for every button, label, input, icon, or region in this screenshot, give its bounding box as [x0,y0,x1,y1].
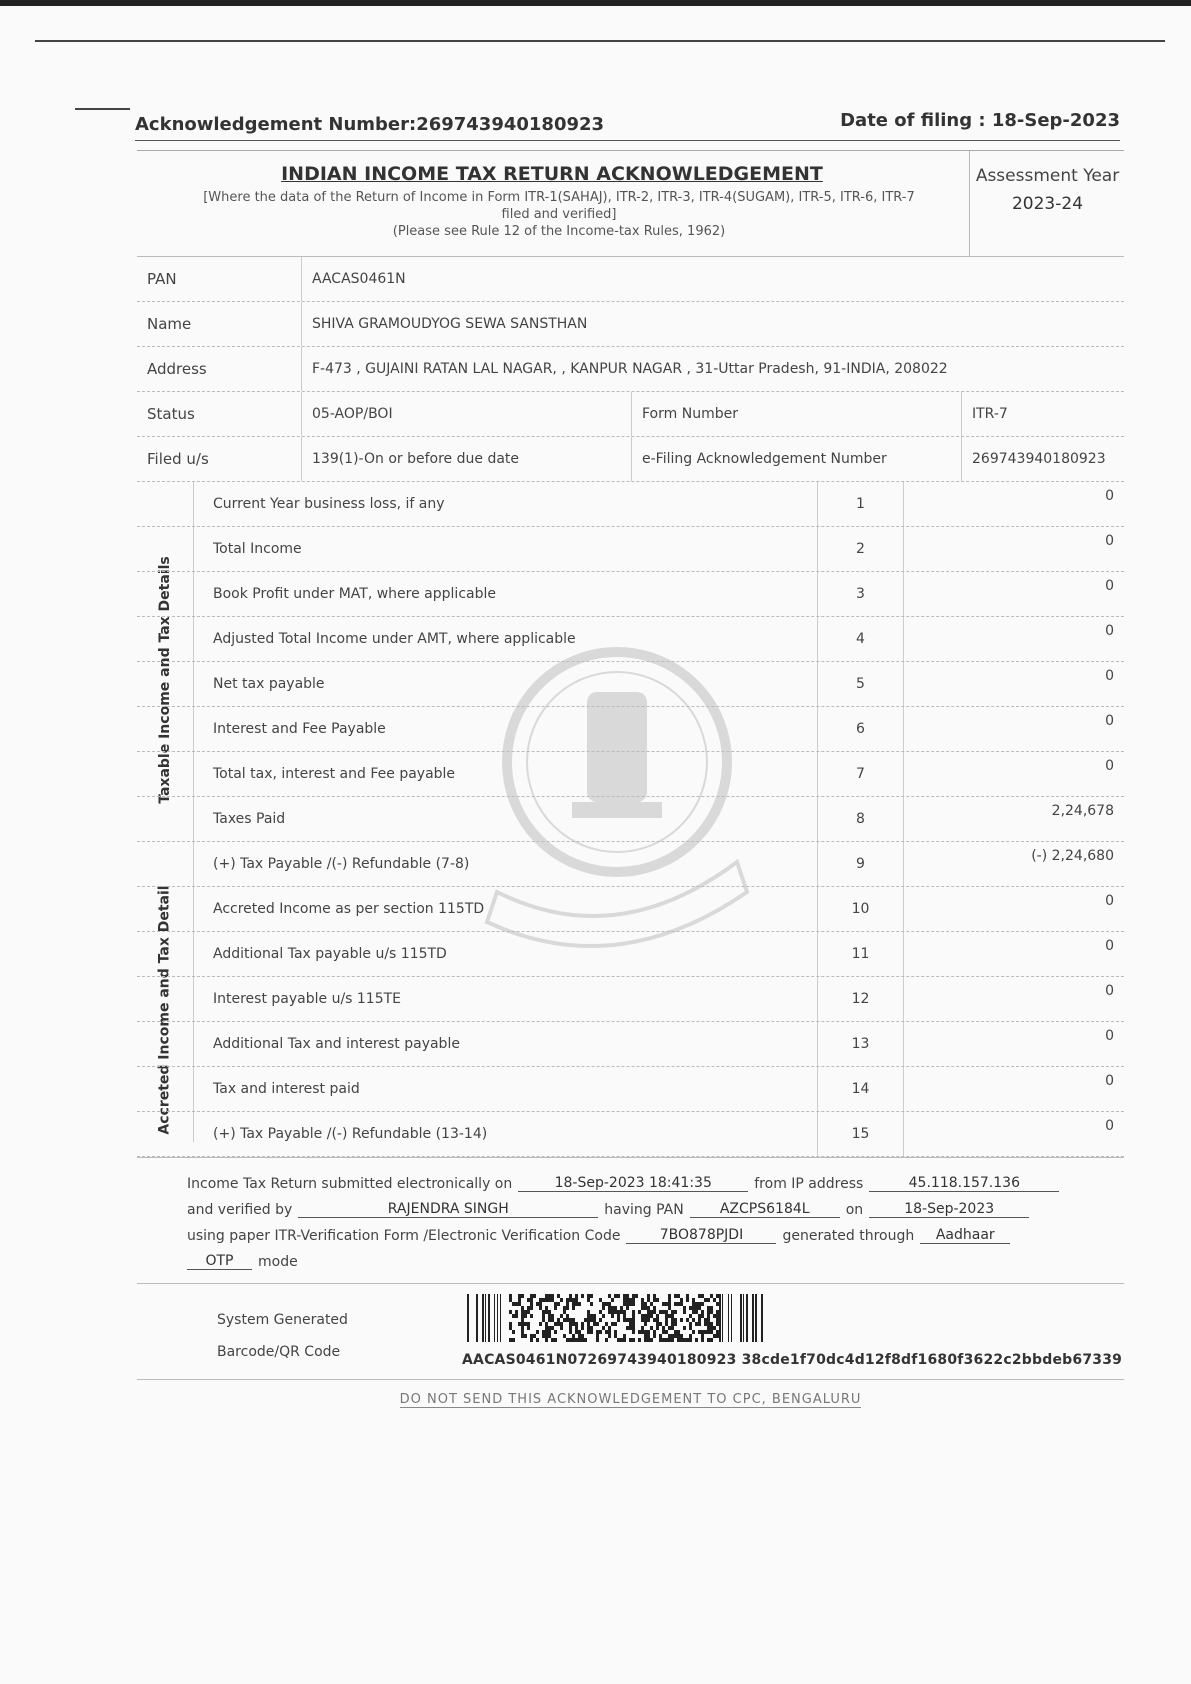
submitted-datetime: 18-Sep-2023 18:41:35 [518,1175,748,1192]
taxable-rows [137,482,1124,887]
verification-block [137,1158,1124,1284]
tax-row [137,887,1124,932]
tax-row [137,572,1124,617]
scan-line [35,40,1165,42]
tax-row-value: 0 [1105,623,1114,639]
tax-row [137,482,1124,527]
acknowledgement-number: Acknowledgement Number:269743940180923 [135,114,605,135]
status-row [137,392,1124,437]
tax-row-number: 7 [817,752,904,796]
form-number-label: Form Number [632,392,962,436]
tax-row-value: 0 [1105,533,1114,549]
tax-row-value: 0 [1105,578,1114,594]
tax-row-number: 13 [817,1022,904,1066]
tax-row-description: (+) Tax Payable /(-) Refundable (7-8) [213,856,470,872]
tax-row [137,617,1124,662]
tax-row-description: Book Profit under MAT, where applicable [213,586,496,602]
tax-row [137,977,1124,1022]
verifier-pan: AZCPS6184L [690,1201,840,1218]
efiling-ack-label: e-Filing Acknowledgement Number [632,437,962,481]
tax-row-number: 4 [817,617,904,661]
tax-row-value: (-) 2,24,680 [1031,848,1114,864]
assessment-year-value: 2023-24 [1011,194,1084,214]
tax-row-description: Additional Tax and interest payable [213,1036,460,1052]
tax-row-number: 9 [817,842,904,886]
status-value: 05-AOP/BOI [302,392,632,436]
tax-row-number: 14 [817,1067,904,1111]
status-label: Status [137,392,302,436]
tax-row-description: Total Income [213,541,302,557]
name-row [137,302,1124,347]
tax-row-number: 10 [817,887,904,931]
verification-line-3: using paper ITR-Verification Form /Electronic Verification Code 7BO878PJDI generated through Aadhaar [187,1222,1117,1244]
tax-row-description: Tax and interest paid [213,1081,360,1097]
tax-row [137,932,1124,977]
tax-row [137,752,1124,797]
barcode-icon [467,1294,767,1342]
tax-details-block [137,482,1124,1158]
generated-through: Aadhaar [920,1227,1010,1244]
acknowledgement-form [137,150,1124,1428]
tax-row [137,527,1124,572]
accreted-rows [137,887,1124,1157]
footer-note: DO NOT SEND THIS ACKNOWLEDGEMENT TO CPC, BENGALURU [399,1392,862,1407]
tax-row-description: Adjusted Total Income under AMT, where applicable [213,631,576,647]
scan-mark [75,108,130,110]
form-number-value: ITR-7 [972,406,1008,422]
barcode-hash: AACAS0461N07269743940180923 38cde1f70dc4d12f8df1680f3622c2bbdeb67339 [462,1352,1123,1368]
tax-row-number: 5 [817,662,904,706]
address-row [137,347,1124,392]
tax-row-value: 0 [1105,1118,1114,1134]
filed-us-label: Filed u/s [137,437,302,481]
address-label: Address [137,347,302,391]
tax-row-number: 1 [817,482,904,526]
tax-row-description: Additional Tax payable u/s 115TD [213,946,447,962]
tax-row [137,662,1124,707]
tax-row-description: Interest and Fee Payable [213,721,386,737]
name-value: SHIVA GRAMOUDYOG SEWA SANSTHAN [312,316,588,332]
tax-row-value: 0 [1105,713,1114,729]
form-title: INDIAN INCOME TAX RETURN ACKNOWLEDGEMENT [281,163,823,185]
tax-row-value: 2,24,678 [1051,803,1114,819]
address-value: F-473 , GUJAINI RATAN LAL NAGAR, , KANPUR NAGAR , 31-Uttar Pradesh, 91-INDIA, 208022 [312,361,948,377]
tax-row [137,1112,1124,1157]
tax-row-value: 0 [1105,983,1114,999]
assessment-year-box [969,151,1125,256]
otp-mode: OTP [187,1253,252,1270]
tax-row [137,707,1124,752]
pan-row [137,257,1124,302]
tax-row-value: 0 [1105,1073,1114,1089]
tax-row-number: 6 [817,707,904,751]
tax-row-description: Taxes Paid [213,811,286,827]
form-subtitle: [Where the data of the Return of Income in Form ITR-1(SAHAJ), ITR-2, ITR-3, ITR-4(SUGAM), ITR-5, ITR-6, ITR-7 filed and verified] (Please see Rule 12 of the Income-tax Rules, 1962) [203,190,915,239]
verified-date: 18-Sep-2023 [869,1201,1029,1218]
tax-row [137,1067,1124,1112]
tax-row-description: Net tax payable [213,676,325,692]
accreted-section-label: Accreted Income and Tax Detail [137,878,194,1142]
tax-row [137,1022,1124,1067]
filed-us-value: 139(1)-On or before due date [302,437,632,481]
tax-row-number: 15 [817,1112,904,1156]
barcode-label-system: System Generated [217,1312,348,1328]
tax-row [137,842,1124,887]
tax-row-value: 0 [1105,488,1114,504]
evc-code: 7BO878PJDI [626,1227,776,1244]
document-header [135,110,1120,141]
tax-row-description: Interest payable u/s 115TE [213,991,402,1007]
tax-row-value: 0 [1105,758,1114,774]
efiling-ack-value: 269743940180923 [972,451,1106,467]
filed-us-row [137,437,1124,482]
name-label: Name [137,302,302,346]
tax-row-description: (+) Tax Payable /(-) Refundable (13-14) [213,1126,488,1142]
tax-row-description: Total tax, interest and Fee payable [213,766,456,782]
tax-row-value: 0 [1105,668,1114,684]
tax-row-number: 12 [817,977,904,1021]
tax-row [137,797,1124,842]
verification-line-4: OTP mode [187,1248,1117,1270]
tax-row-description: Current Year business loss, if any [213,496,445,512]
tax-row-value: 0 [1105,1028,1114,1044]
tax-row-description: Accreted Income as per section 115TD [213,901,485,917]
pan-label: PAN [137,257,302,301]
tax-row-value: 0 [1105,893,1114,909]
tax-row-number: 2 [817,527,904,571]
verification-line-2: and verified by RAJENDRA SINGH having PAN AZCPS6184L on 18-Sep-2023 [187,1196,1117,1218]
assessment-year-label: Assessment Year [975,166,1120,186]
pan-value: AACAS0461N [312,271,406,287]
taxable-section-label: Taxable Income and Tax Details [137,482,194,878]
tax-row-number: 11 [817,932,904,976]
date-of-filing: Date of filing : 18-Sep-2023 [840,110,1120,131]
barcode-block [137,1284,1124,1380]
ip-address: 45.118.157.136 [869,1175,1059,1192]
title-block [137,151,1124,257]
tax-row-number: 8 [817,797,904,841]
tax-row-number: 3 [817,572,904,616]
verified-by: RAJENDRA SINGH [298,1201,598,1218]
scan-edge-top [0,0,1191,6]
verification-line-1: Income Tax Return submitted electronically on 18-Sep-2023 18:41:35 from IP address 45.118.157.136 [187,1170,1117,1192]
barcode-label-qr: Barcode/QR Code [217,1344,341,1360]
tax-row-value: 0 [1105,938,1114,954]
